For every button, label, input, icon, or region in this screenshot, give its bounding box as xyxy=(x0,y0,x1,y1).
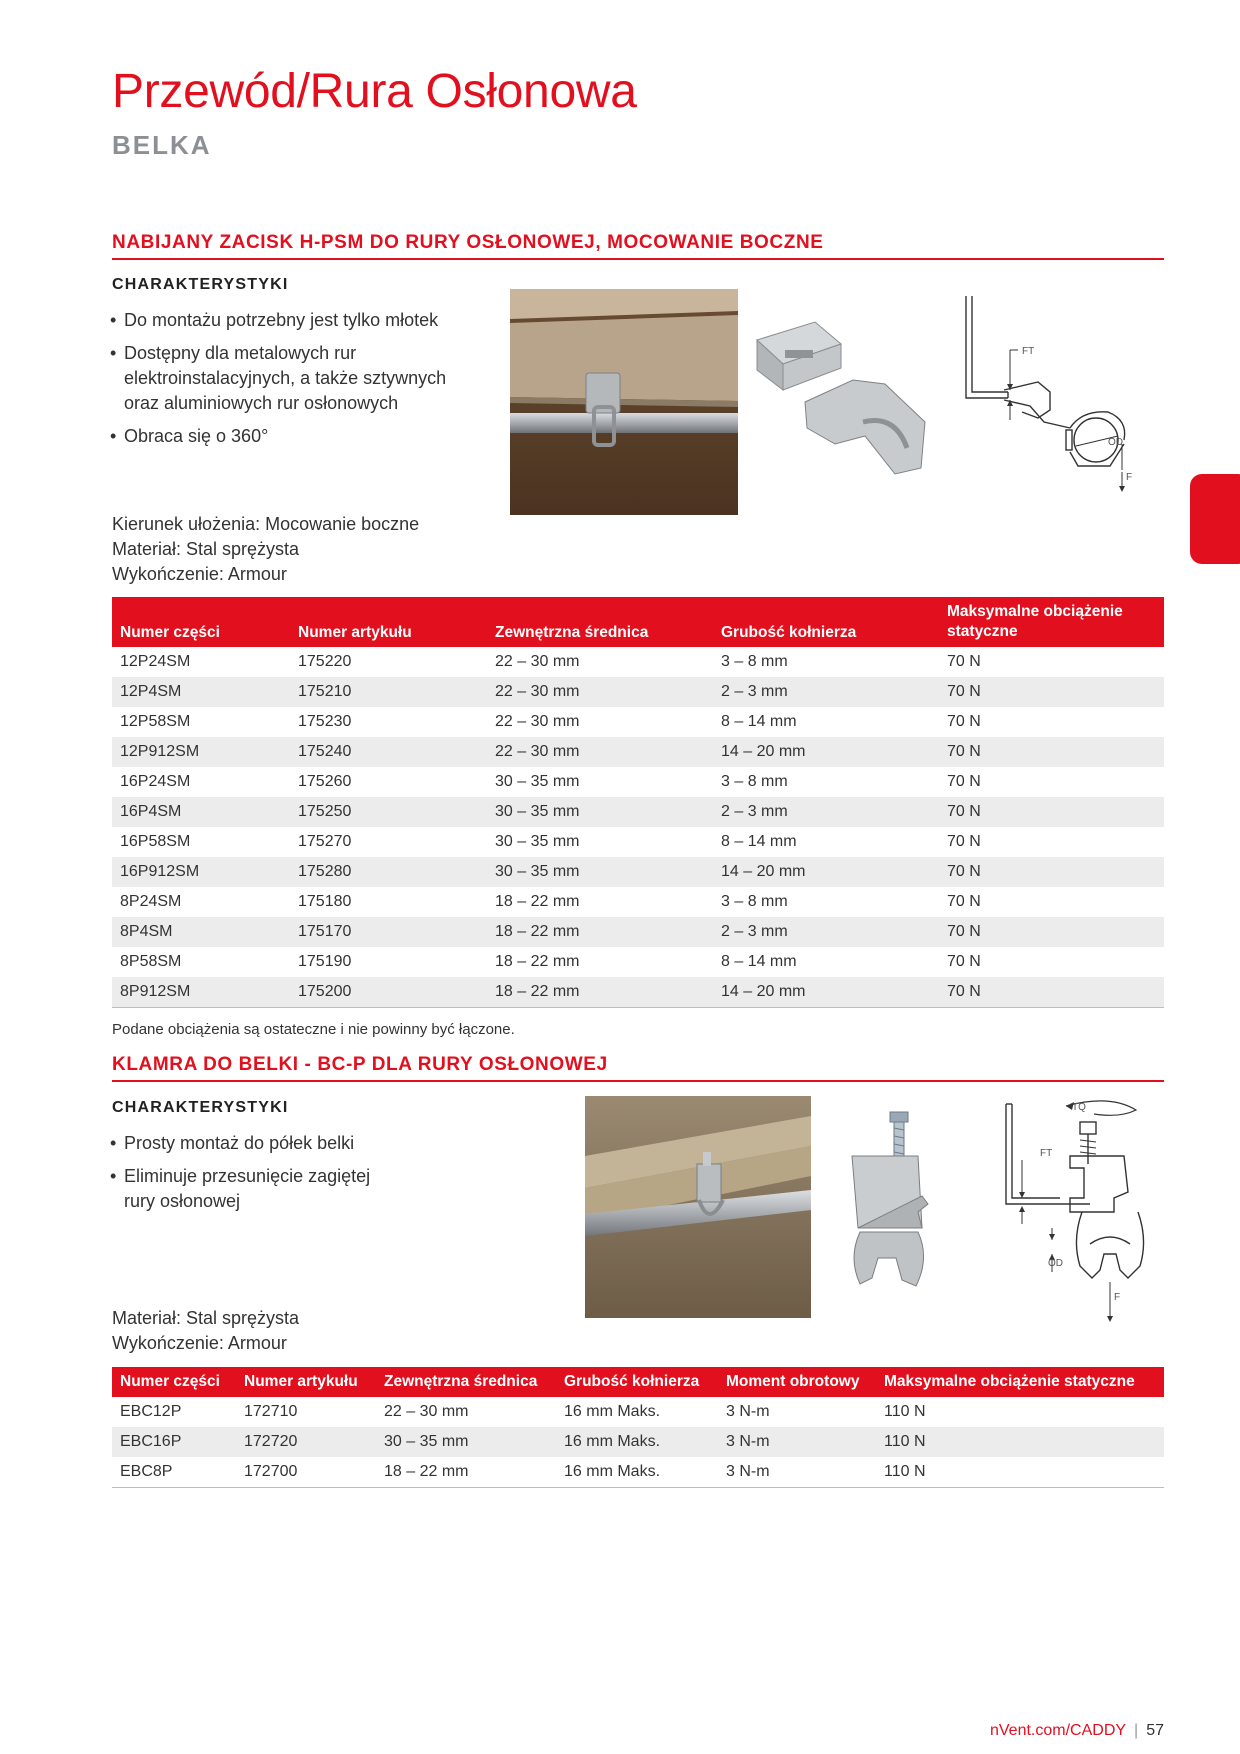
table-cell: 30 – 35 mm xyxy=(487,857,713,887)
table-cell: 16P58SM xyxy=(120,833,191,850)
diagram-label-od: OD xyxy=(1108,437,1123,448)
table-row xyxy=(112,677,1164,707)
table-row xyxy=(112,797,1164,827)
table-cell: 14 – 20 mm xyxy=(713,977,939,1008)
table-cell: 70 N xyxy=(939,857,1164,887)
material: Materiał: Stal sprężysta xyxy=(112,1308,300,1328)
table-cell: 30 – 35 mm xyxy=(376,1427,556,1457)
table-cell: 14 – 20 mm xyxy=(713,857,939,887)
table-cell: 70 N xyxy=(947,713,981,730)
table-cell: 175280 xyxy=(290,857,487,887)
table-cell: 30 – 35 mm xyxy=(495,773,580,790)
table-cell: 30 – 35 mm xyxy=(495,833,580,850)
column-header-flange-thickness: Grubość kołnierza xyxy=(713,597,939,647)
table-cell: 175220 xyxy=(298,653,352,670)
table-cell: 175200 xyxy=(290,977,487,1008)
table-cell: 12P4SM xyxy=(112,677,290,707)
section-1-spec-table xyxy=(112,597,1164,1008)
table-cell: 110 N xyxy=(876,1457,1164,1488)
table-cell: 22 – 30 mm xyxy=(495,653,580,670)
table-cell: 70 N xyxy=(939,917,1164,947)
page-number: 57 xyxy=(1146,1722,1164,1739)
table-cell: 16P4SM xyxy=(112,797,290,827)
footer-separator: | xyxy=(1134,1722,1139,1739)
mounting-direction: Kierunek ułożenia: Mocowanie boczne xyxy=(112,514,420,534)
column-header-max-static-load: Maksymalne obciążenie statyczne xyxy=(876,1367,1164,1397)
load-note: Podane obciążenia są ostateczne i nie powinny być łączone. xyxy=(112,1021,515,1038)
table-cell: 175260 xyxy=(298,773,352,790)
table-row xyxy=(112,947,1164,977)
section-2-features-list xyxy=(110,1131,390,1222)
table-header-row xyxy=(112,597,1164,647)
table-row xyxy=(112,767,1164,797)
section-2-features-heading: CHARAKTERYSTYKI xyxy=(112,1099,289,1116)
table-cell: 18 – 22 mm xyxy=(487,917,713,947)
table-cell: 22 – 30 mm xyxy=(495,713,580,730)
table-cell: 175210 xyxy=(290,677,487,707)
table-cell: 3 N-m xyxy=(718,1457,876,1488)
table-cell: EBC16P xyxy=(112,1427,236,1457)
table-cell: 110 N xyxy=(876,1427,1164,1457)
table-row xyxy=(112,737,1164,767)
table-cell: 12P24SM xyxy=(120,653,191,670)
table-cell: 3 N-m xyxy=(718,1427,876,1457)
section-1-divider xyxy=(112,258,1164,260)
table-cell: 8P58SM xyxy=(120,953,182,970)
table-cell: 18 – 22 mm xyxy=(495,953,580,970)
page-subtitle: BELKA xyxy=(112,130,212,160)
product-image-hpsm-clip xyxy=(745,318,940,486)
diagram-label-f: F xyxy=(1114,1292,1121,1303)
diagram-label-f: F xyxy=(1126,472,1133,483)
installation-photo-hpsm xyxy=(510,289,738,515)
table-cell: 14 – 20 mm xyxy=(713,737,939,767)
table-cell: 16P912SM xyxy=(112,857,290,887)
table-cell: 70 N xyxy=(939,797,1164,827)
table-cell: 175250 xyxy=(290,797,487,827)
table-cell: 175180 xyxy=(298,893,352,910)
table-row xyxy=(112,1457,1164,1488)
table-cell: 2 – 3 mm xyxy=(713,677,939,707)
table-row xyxy=(112,827,1164,857)
table-row xyxy=(112,917,1164,947)
diagram-label-ft: FT xyxy=(1040,1148,1053,1159)
column-header-outer-diameter: Zewnętrzna średnica xyxy=(487,597,713,647)
table-cell: 70 N xyxy=(947,953,981,970)
table-cell: 175230 xyxy=(298,713,352,730)
feature-item: • Prosty montaż do półek belki xyxy=(110,1131,390,1156)
table-cell: 172710 xyxy=(244,1403,298,1420)
feature-item: • Obraca się o 360° xyxy=(110,424,470,449)
table-cell: 30 – 35 mm xyxy=(487,797,713,827)
table-cell: 22 – 30 mm xyxy=(487,677,713,707)
diagram-label-od: OD xyxy=(1048,1258,1063,1269)
table-cell: 70 N xyxy=(947,773,981,790)
table-cell: 18 – 22 mm xyxy=(487,977,713,1008)
dimension-diagram-hpsm xyxy=(958,294,1168,494)
section-1-title: NABIJANY ZACISK H-PSM DO RURY OSŁONOWEJ, MOCOWANIE BOCZNE xyxy=(112,232,824,253)
feature-item: • Eliminuje przesunięcie zagiętej rury osłonowej xyxy=(110,1164,390,1214)
table-cell: EBC12P xyxy=(120,1403,182,1420)
page-footer xyxy=(990,1722,1164,1740)
column-header-outer-diameter: Zewnętrzna średnica xyxy=(376,1367,556,1397)
table-cell: 70 N xyxy=(947,653,981,670)
table-row xyxy=(112,1427,1164,1457)
table-cell: 70 N xyxy=(939,677,1164,707)
table-row xyxy=(112,977,1164,1008)
material: Materiał: Stal sprężysta xyxy=(112,539,300,559)
table-cell: 2 – 3 mm xyxy=(713,917,939,947)
table-cell: 8 – 14 mm xyxy=(721,953,797,970)
section-2-title: KLAMRA DO BELKI - BC-P DLA RURY OSŁONOWEJ xyxy=(112,1054,608,1075)
diagram-label-tq: TQ xyxy=(1072,1102,1086,1113)
table-row xyxy=(112,857,1164,887)
chapter-tab-marker xyxy=(1190,474,1240,564)
table-cell: 70 N xyxy=(939,977,1164,1008)
table-cell: 70 N xyxy=(947,833,981,850)
table-cell: 2 – 3 mm xyxy=(713,797,939,827)
finish: Wykończenie: Armour xyxy=(112,564,287,584)
table-row xyxy=(112,1397,1164,1427)
section-2-specs xyxy=(112,1306,299,1356)
dimension-diagram-bcp xyxy=(1000,1094,1170,1326)
table-cell: 175170 xyxy=(290,917,487,947)
feature-item: • Dostępny dla metalowych rur elektroinstalacyjnych, a także sztywnych oraz aluminiowych rur osłonowych xyxy=(110,341,470,416)
table-cell: 175190 xyxy=(298,953,352,970)
table-row xyxy=(112,887,1164,917)
table-cell: 18 – 22 mm xyxy=(495,893,580,910)
table-cell: 70 N xyxy=(947,893,981,910)
table-cell: 175270 xyxy=(298,833,352,850)
column-header-article-number: Numer artykułu xyxy=(290,597,487,647)
table-cell: 8P912SM xyxy=(112,977,290,1008)
table-cell: 8P4SM xyxy=(112,917,290,947)
table-row xyxy=(112,707,1164,737)
page-title: Przewód/Rura Osłonowa xyxy=(112,65,637,118)
section-2-spec-table xyxy=(112,1367,1164,1488)
section-1-features-list xyxy=(110,308,470,457)
table-cell: 175240 xyxy=(290,737,487,767)
table-cell: 110 N xyxy=(884,1403,926,1420)
section-2-divider xyxy=(112,1080,1164,1082)
table-cell: 70 N xyxy=(939,737,1164,767)
table-header-row xyxy=(112,1367,1164,1397)
section-1-features-heading: CHARAKTERYSTYKI xyxy=(112,276,289,293)
section-1-specs xyxy=(112,512,419,587)
table-cell: 3 – 8 mm xyxy=(721,653,788,670)
product-image-bcp-clamp xyxy=(838,1108,938,1304)
table-cell: 22 – 30 mm xyxy=(487,737,713,767)
table-row xyxy=(112,647,1164,677)
feature-item: • Do montażu potrzebny jest tylko młotek xyxy=(110,308,470,333)
installation-photo-bcp xyxy=(585,1096,811,1318)
column-header-max-static-load: Maksymalne obciążenie statyczne xyxy=(939,597,1164,647)
table-cell: 16 mm Maks. xyxy=(556,1427,718,1457)
table-cell: 172720 xyxy=(236,1427,376,1457)
table-cell: 8 – 14 mm xyxy=(721,713,797,730)
table-cell: 172700 xyxy=(236,1457,376,1488)
table-cell: 3 – 8 mm xyxy=(721,893,788,910)
table-cell: 8P24SM xyxy=(120,893,182,910)
table-cell: 12P58SM xyxy=(120,713,191,730)
column-header-flange-thickness: Grubość kołnierza xyxy=(556,1367,718,1397)
table-cell: 12P912SM xyxy=(112,737,290,767)
table-cell: 3 – 8 mm xyxy=(721,773,788,790)
table-cell: 18 – 22 mm xyxy=(376,1457,556,1488)
diagram-label-ft: FT xyxy=(1022,346,1035,357)
table-cell: EBC8P xyxy=(112,1457,236,1488)
table-cell: 3 N-m xyxy=(726,1403,770,1420)
table-cell: 16P24SM xyxy=(120,773,191,790)
footer-url-link[interactable]: nVent.com/CADDY xyxy=(989,1722,1127,1739)
table-cell: 8 – 14 mm xyxy=(721,833,797,850)
finish: Wykończenie: Armour xyxy=(112,1333,287,1353)
column-header-part-number: Numer części xyxy=(112,597,290,647)
table-cell: 16 mm Maks. xyxy=(556,1457,718,1488)
column-header-part-number: Numer części xyxy=(112,1367,236,1397)
column-header-torque: Moment obrotowy xyxy=(718,1367,876,1397)
column-header-article-number: Numer artykułu xyxy=(236,1367,376,1397)
table-cell: 22 – 30 mm xyxy=(384,1403,469,1420)
table-cell: 16 mm Maks. xyxy=(564,1403,661,1420)
